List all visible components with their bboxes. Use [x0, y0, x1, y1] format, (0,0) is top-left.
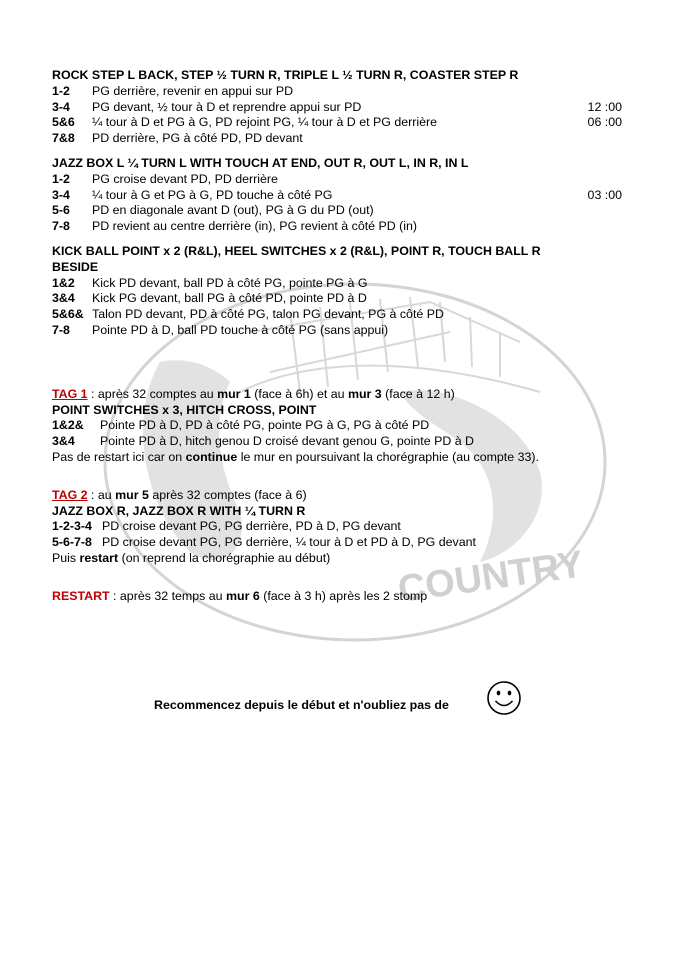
step-count: 3&4	[52, 291, 75, 306]
tag1-wall-a: mur 1	[217, 386, 251, 401]
tag2-title: JAZZ BOX R, JAZZ BOX R WITH ¼ TURN R	[52, 503, 306, 518]
tag2-intro-text: après 32 comptes (face à 6)	[148, 487, 307, 502]
step-text: PD en diagonale avant D (out), PG à G du PD (out)	[92, 203, 374, 218]
tag1-intro	[52, 387, 622, 403]
closing-text: Recommencez depuis le début et n'oubliez pas de	[154, 698, 449, 712]
step-time	[562, 172, 622, 188]
step-row	[52, 418, 622, 434]
section-title: ROCK STEP L BACK, STEP ½ TURN R, TRIPLE L ½ TURN R, COASTER STEP R	[52, 68, 519, 82]
step-count: 1&2	[52, 275, 75, 290]
step-text: PD croise devant PG, PG derrière, PD à D, PG devant	[102, 519, 401, 534]
tag1-note-text: Pas de restart ici car on	[52, 449, 186, 464]
step-text: ¼ tour à G et PG à G, PD touche à côté PG	[92, 187, 333, 202]
smiley-icon	[486, 680, 522, 716]
step-row	[52, 219, 622, 235]
watermark-text: COUNTRY	[395, 543, 586, 611]
restart-text: : après 32 temps au	[109, 588, 226, 603]
step-row	[52, 115, 622, 131]
step-row	[52, 323, 622, 339]
step-count: 3-4	[52, 99, 70, 114]
step-time	[562, 84, 622, 100]
step-row	[52, 535, 622, 551]
tag1-note	[52, 450, 622, 466]
tag2-note-bold: restart	[79, 550, 119, 565]
tag2-note-text: Puis	[52, 550, 80, 565]
tag2-note-text: (on reprend la chorégraphie au début)	[118, 550, 331, 565]
step-text: PD croise devant PG, PG derrière, ¼ tour à D et PD à D, PG devant	[102, 535, 476, 550]
restart-text: (face à 3 h) après les 2 stomp	[259, 588, 428, 603]
step-row	[52, 519, 622, 535]
restart-line	[52, 589, 622, 605]
step-row	[52, 188, 622, 204]
step-text: PG derrière, revenir en appui sur PD	[92, 83, 294, 98]
step-text: PD derrière, PG à côté PD, PD devant	[92, 131, 303, 146]
closing-line	[150, 676, 530, 720]
step-text: Kick PG devant, ball PG à côté PD, pointe PD à D	[92, 291, 367, 306]
step-count: 5&6	[52, 115, 75, 130]
step-time: 03 :00	[587, 187, 622, 202]
step-time	[562, 203, 622, 219]
section-title-cont: BESIDE	[52, 259, 99, 274]
step-row	[52, 172, 622, 188]
step-count: 1-2	[52, 171, 70, 186]
step-text: Kick PD devant, ball PD à côté PG, pointe PG à G	[92, 275, 368, 290]
step-time: 06 :00	[587, 115, 622, 130]
tag1-intro-text: (face à 12 h)	[381, 386, 455, 401]
step-row	[52, 307, 622, 323]
step-row	[52, 203, 622, 219]
step-text: Pointe PD à D, ball PD touche à côté PG (sans appui)	[92, 322, 389, 337]
step-count: 7-8	[52, 322, 70, 337]
step-row	[52, 131, 622, 147]
step-count: 7-8	[52, 219, 70, 234]
step-row	[52, 84, 622, 100]
tag1-intro-text: : après 32 comptes au	[87, 386, 218, 401]
tag1-wall-b: mur 3	[347, 386, 382, 401]
step-row	[52, 276, 622, 292]
tag2-intro-text: : au	[87, 487, 116, 502]
restart-wall: mur 6	[226, 588, 260, 603]
step-time	[562, 219, 622, 235]
step-count: 1-2	[52, 83, 70, 98]
step-row	[52, 291, 622, 307]
step-text: Pointe PD à D, hitch genou D croisé devant genou G, pointe PD à D	[100, 434, 475, 449]
step-time: 12 :00	[587, 99, 622, 114]
step-count: 5-6-7-8	[52, 535, 92, 550]
section-title: KICK BALL POINT x 2 (R&L), HEEL SWITCHES x 2 (R&L), POINT R, TOUCH BALL R	[52, 243, 541, 258]
step-text: Pointe PD à D, PD à côté PG, pointe PG à G, PG à côté PD	[100, 418, 430, 433]
tag1-label: TAG 1	[52, 386, 88, 401]
step-count: 1-2-3-4	[52, 519, 92, 534]
tag1-title: POINT SWITCHES x 3, HITCH CROSS, POINT	[52, 402, 317, 417]
step-text: Talon PD devant, PD à côté PG, talon PG devant, PG à côté PD	[92, 307, 444, 322]
step-text: PG devant, ½ tour à D et reprendre appui sur PD	[92, 99, 362, 114]
tag2-note	[52, 551, 622, 567]
step-count: 1&2&	[52, 418, 84, 433]
step-text: PG croise devant PD, PD derrière	[92, 171, 278, 186]
step-row	[52, 100, 622, 116]
tag1-intro-text: (face à 6h) et au	[250, 386, 348, 401]
step-count: 5&6&	[52, 307, 84, 322]
step-count: 3-4	[52, 187, 70, 202]
tag1-note-bold: continue	[185, 449, 238, 464]
dance-sheet	[52, 68, 622, 605]
restart-label: RESTART	[52, 588, 110, 603]
step-count: 3&4	[52, 434, 75, 449]
step-time	[562, 131, 622, 147]
step-text: PD revient au centre derrière (in), PG revient à côté PD (in)	[92, 219, 418, 234]
step-count: 5-6	[52, 203, 70, 218]
tag2-label: TAG 2	[52, 487, 88, 502]
step-count: 7&8	[52, 131, 75, 146]
tag2-wall: mur 5	[115, 487, 149, 502]
tag1-note-text: le mur en poursuivant la chorégraphie (au compte 33).	[237, 449, 539, 464]
section-title: JAZZ BOX L ¼ TURN L WITH TOUCH AT END, OUT R, OUT L, IN R, IN L	[52, 155, 469, 170]
step-text: ¼ tour à D et PG à G, PD rejoint PG, ¼ tour à D et PG derrière	[92, 115, 438, 130]
step-row	[52, 434, 622, 450]
tag2-intro	[52, 488, 622, 504]
